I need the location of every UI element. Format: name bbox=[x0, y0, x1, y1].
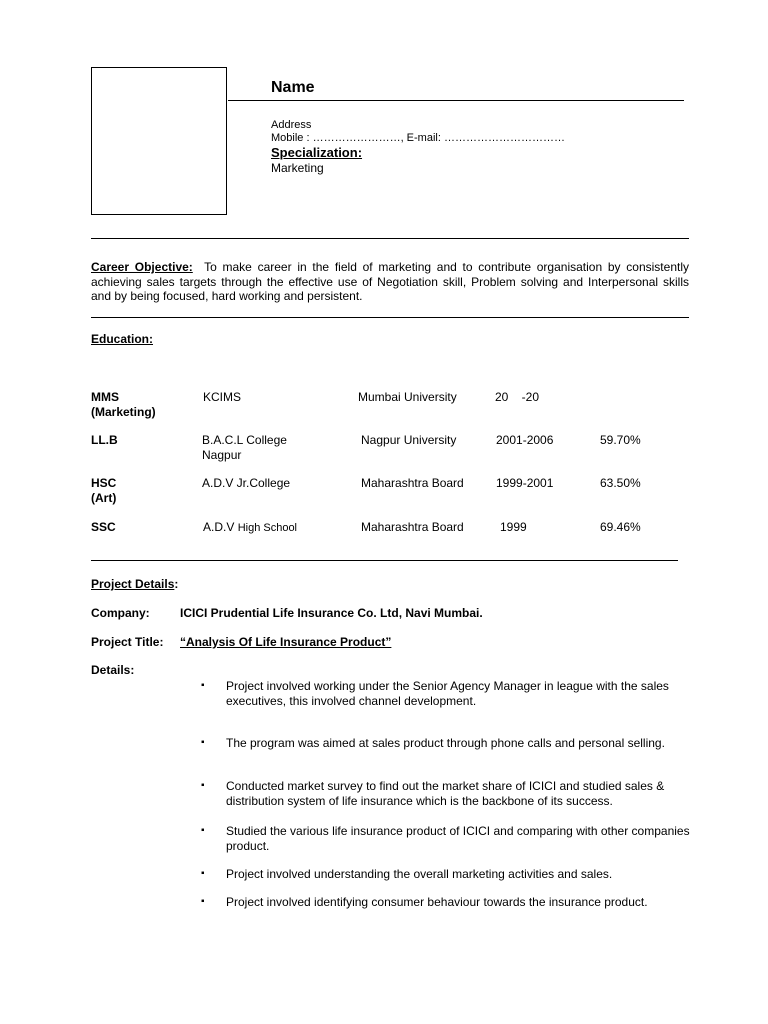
edu-board: Nagpur University bbox=[361, 433, 457, 447]
edu-degree: HSC (Art) bbox=[91, 476, 117, 505]
company-value: ICICI Prudential Life Insurance Co. Ltd, Navi Mumbai. bbox=[180, 606, 483, 620]
candidate-name: Name bbox=[271, 79, 315, 96]
edu-board: Mumbai University bbox=[358, 390, 457, 404]
edu-board: Maharashtra Board bbox=[361, 476, 464, 490]
edu-institute: A.D.V Jr.College bbox=[202, 476, 291, 490]
bullet-icon: ▪ bbox=[201, 868, 205, 879]
edu-degree: LL.B bbox=[91, 433, 118, 447]
bullet-icon: ▪ bbox=[201, 825, 205, 836]
project-title-value: “Analysis Of Life Insurance Product” bbox=[180, 635, 392, 649]
career-objective-label: Career Objective: bbox=[91, 260, 193, 274]
edu-institute: KCIMS bbox=[203, 390, 242, 404]
divider bbox=[91, 560, 678, 561]
edu-score: 69.46% bbox=[600, 520, 641, 534]
bullet-icon: ▪ bbox=[201, 780, 205, 791]
specialization-label: Specialization: bbox=[271, 145, 363, 160]
edu-score: 59.70% bbox=[600, 433, 641, 447]
career-objective-text: To make career in the field of marketing and to contribute organisation by consistently achieving sales targets through the effective use of Negotiation skill, Problem solving and Interpersonal skills and by being focused, hard working and persistent. bbox=[91, 260, 689, 303]
edu-degree: SSC bbox=[91, 520, 116, 534]
details-label: Details: bbox=[91, 663, 135, 677]
project-title-label: Project Title: bbox=[91, 635, 164, 649]
edu-board: Maharashtra Board bbox=[361, 520, 464, 534]
address-line: Address bbox=[271, 119, 312, 131]
project-details-heading: Project Details: bbox=[91, 577, 179, 591]
bullet-icon: ▪ bbox=[201, 896, 205, 907]
education-heading: Education: bbox=[91, 332, 153, 346]
photo-placeholder bbox=[91, 67, 227, 215]
edu-institute: B.A.C.L College Nagpur bbox=[202, 433, 287, 462]
name-underline bbox=[228, 100, 684, 101]
edu-years: 20 -20 bbox=[495, 390, 540, 404]
contact-line: Mobile : ……………………, E-mail: …………………………… bbox=[271, 132, 565, 144]
company-label: Company: bbox=[91, 606, 150, 620]
edu-institute: A.D.V High School bbox=[203, 520, 298, 534]
divider bbox=[91, 238, 689, 239]
divider bbox=[91, 317, 689, 318]
edu-years: 1999-2001 bbox=[496, 476, 554, 490]
edu-years: 1999 bbox=[500, 520, 527, 534]
specialization-value: Marketing bbox=[271, 161, 324, 175]
career-objective bbox=[91, 260, 689, 304]
edu-years: 2001-2006 bbox=[496, 433, 554, 447]
edu-degree: MMS (Marketing) bbox=[91, 390, 156, 419]
edu-score: 63.50% bbox=[600, 476, 641, 490]
bullet-icon: ▪ bbox=[201, 680, 205, 691]
bullet-icon: ▪ bbox=[201, 737, 205, 748]
